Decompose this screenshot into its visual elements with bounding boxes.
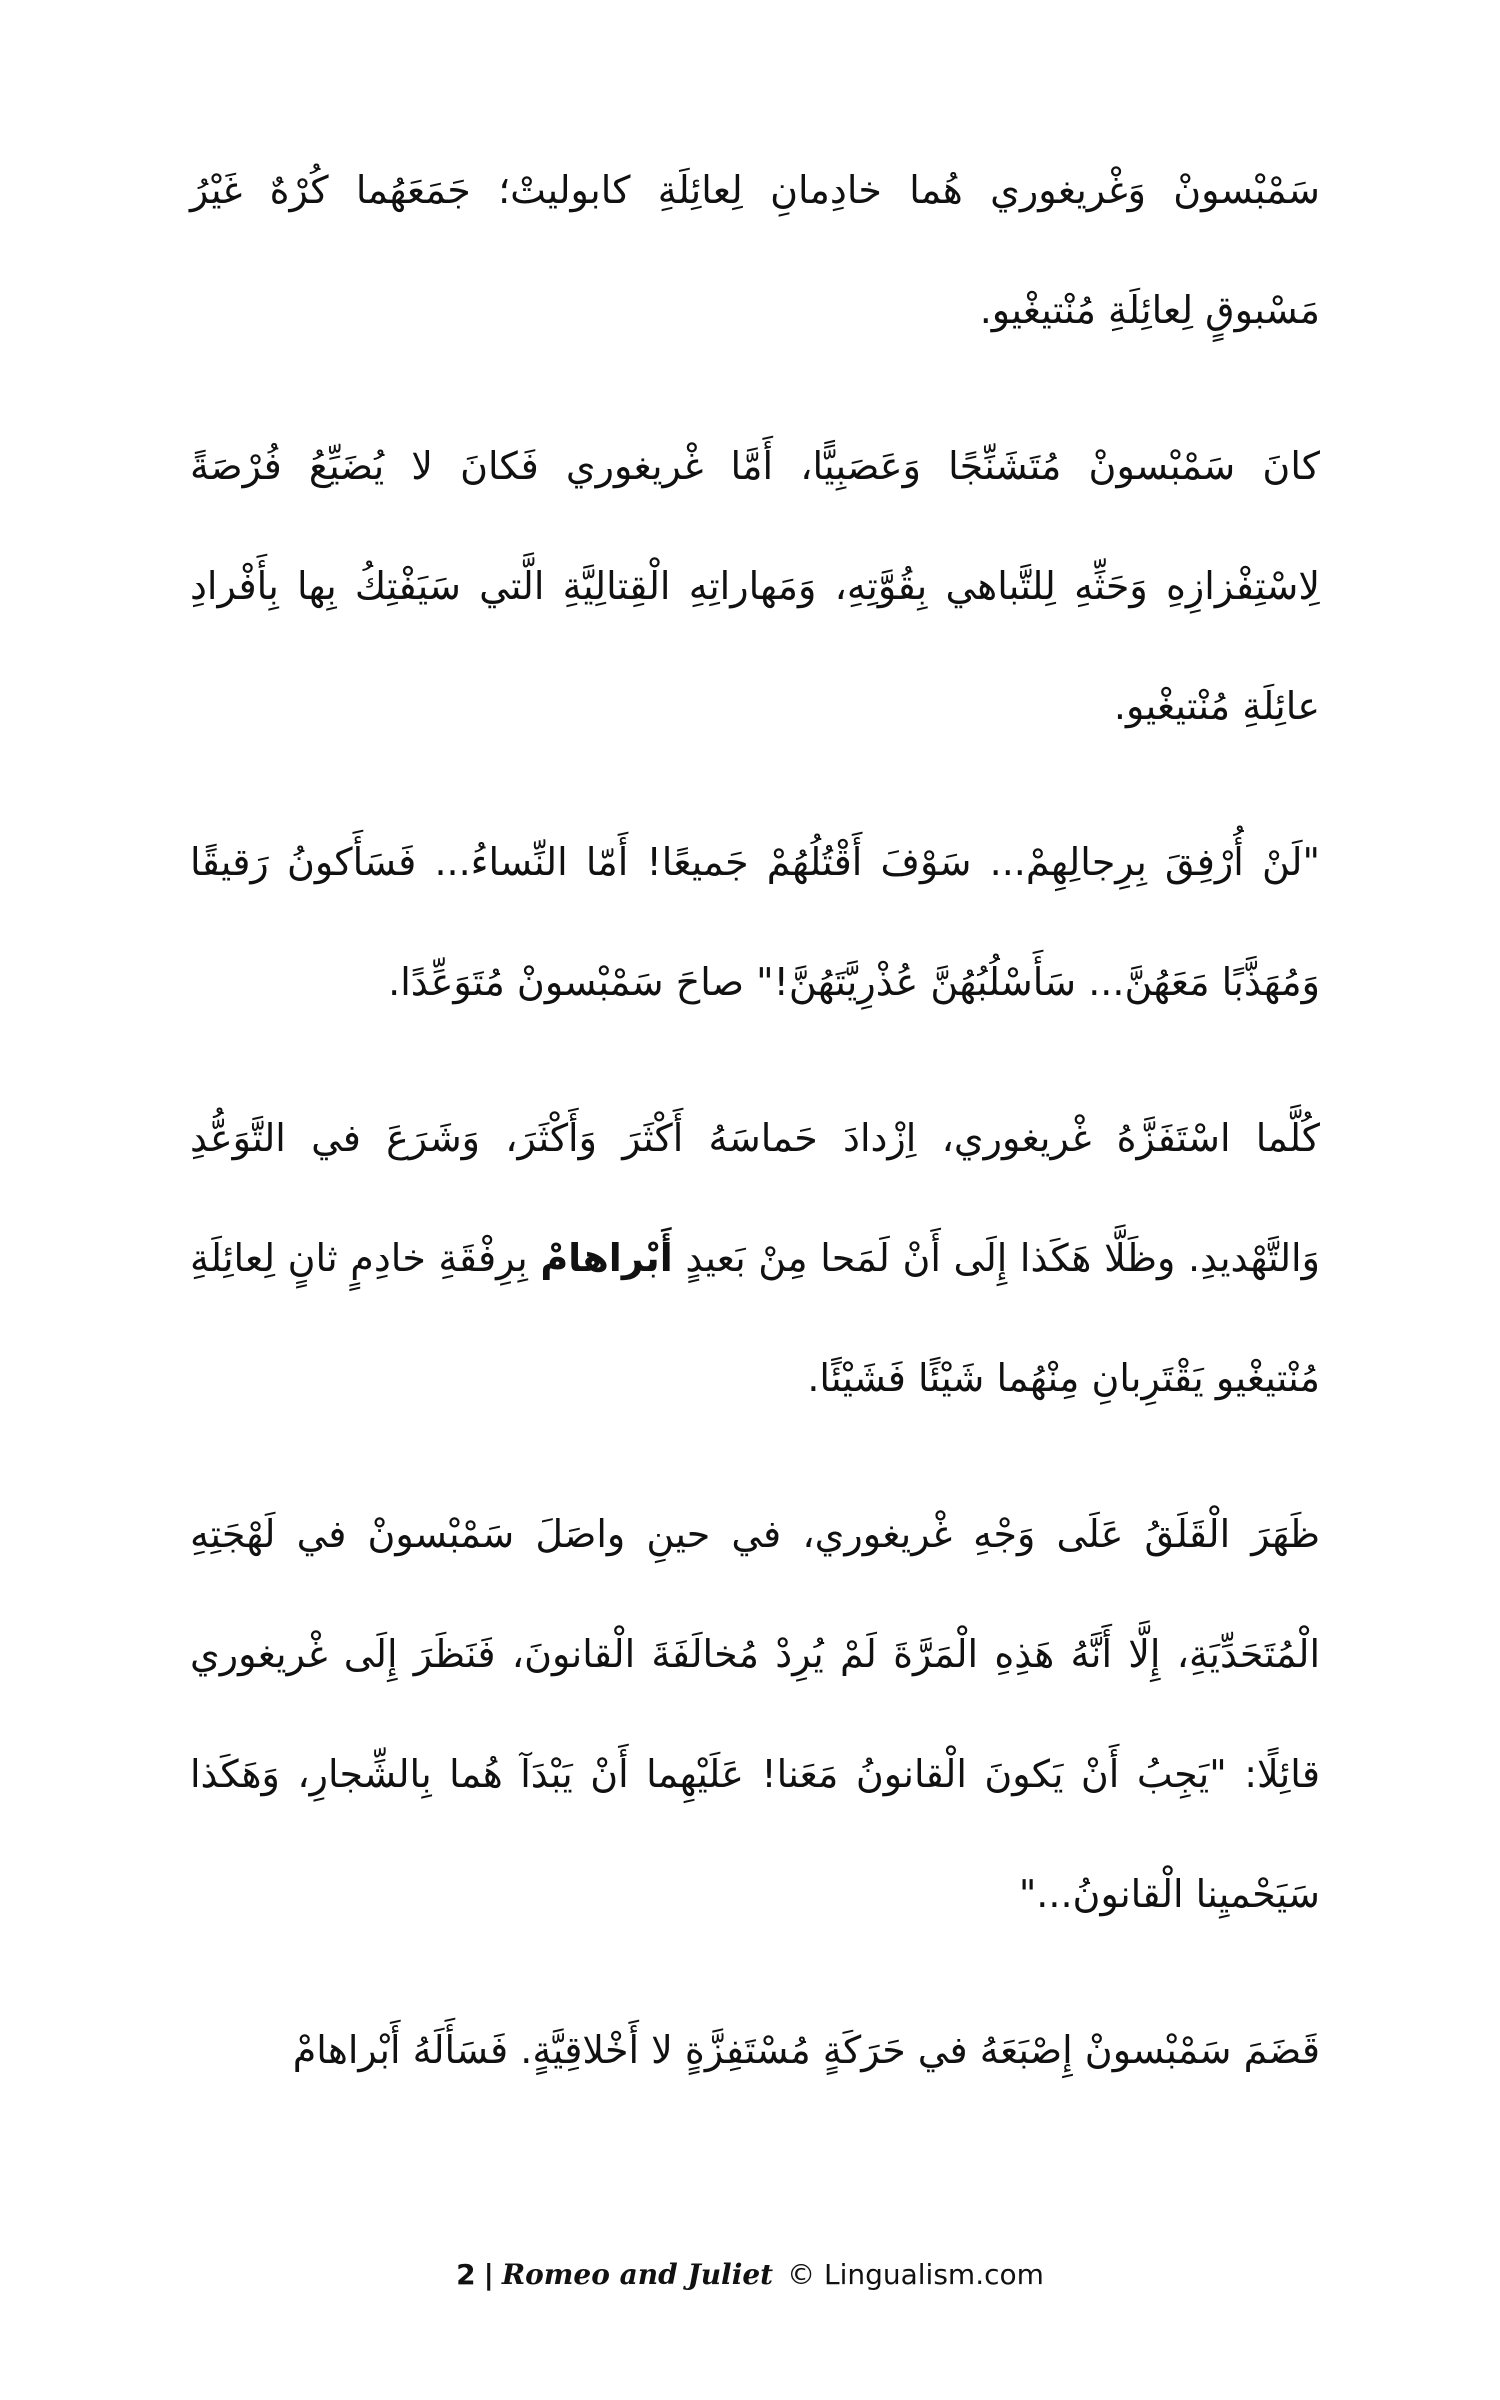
- body-text: [190, 130, 1320, 2146]
- paragraph-1: سَمْبْسونْ وَغْريغوري هُما خادِمانِ لِعائِلَةِ كابوليتْ؛ جَمَعَهُما كُرْهٌ غَيْرُ مَسْبوقٍ لِعائِلَةِ مُنْتيغْيو.: [190, 168, 1320, 332]
- page-number: 2: [456, 2258, 476, 2291]
- character-name-abraham: أَبْراهامْ: [540, 1236, 673, 1280]
- page-footer: [0, 2258, 1500, 2291]
- paragraph-5: ظَهَرَ الْقَلَقُ عَلَى وَجْهِ غْريغوري، في حينِ واصَلَ سَمْبْسونْ في لَهْجَتِهِ الْمُتَحَدِّيَةِ، إِلَّا أَنَّهُ هَذِهِ الْمَرَّةَ لَمْ يُرِدْ مُخالَفَةَ الْقانونَ، فَنَظَرَ إِلَى غْريغوري قائِلًا: "يَجِبُ أَنْ يَكونَ الْقانونُ مَعَنا! عَلَيْهِما أَنْ يَبْدَآ هُما بِالشِّجارِ، وَهَكَذا سَيَحْميِنا الْقانونُ...": [190, 1512, 1320, 1916]
- copyright-notice: © Lingualism.com: [787, 2258, 1044, 2291]
- paragraph-4: [190, 1078, 1320, 1438]
- paragraph-4-end: بِرِفْقَةِ خادِمٍ ثانٍ لِعائِلَةِ مُنْتيغْيو يَقْتَرِبانِ مِنْهُما شَيْئًا فَشَيْئًا.: [190, 1236, 1320, 1400]
- book-title: Romeo and Juliet: [501, 2258, 774, 2291]
- paragraph-4-start: كُلَّما اسْتَفَزَّهُ غْريغوري، اِزْدادَ حَماسَهُ أَكْثَرَ وَأَكْثَرَ، وَشَرَعَ في التَّوَعُّدِ وَالتَّهْديدِ. وظَلَّا هَكَذا إِلَى أَنْ لَمَحا مِنْ بَعيدٍ: [190, 1116, 1320, 1280]
- paragraph-2: كانَ سَمْبْسونْ مُتَشَنِّجًا وَعَصَبِيًّا، أَمَّا غْريغوري فَكانَ لا يُضَيِّعُ فُرْصَةً لِاسْتِفْزازِهِ وَحَثِّهِ لِلتَّباهي بِقُوَّتِهِ، وَمَهاراتِهِ الْقِتالِيَّةِ الَّتي سَيَفْتِكُ بِها بِأَفْرادِ عائِلَةِ مُنْتيغْيو.: [190, 444, 1320, 728]
- paragraph-3: "لَنْ أُرْفِقَ بِرِجالِهِمْ... سَوْفَ أَقْتُلُهُمْ جَميعًا! أَمّا النِّساءُ... فَسَأَكونُ رَقيقًا وَمُهَذَّبًا مَعَهُنَّ... سَأَسْلُبُهُنَّ عُذْرِيَّتَهُنَّ!" صاحَ سَمْبْسونْ مُتَوَعِّدًا.: [190, 840, 1320, 1004]
- paragraph-6: قَضَمَ سَمْبْسونْ إِصْبَعَهُ في حَرَكَةٍ مُسْتَفِزَّةٍ لا أَخْلاقِيَّةٍ. فَسَأَلَهُ أَبْراهامْ: [292, 2028, 1320, 2072]
- footer-separator: |: [483, 2258, 494, 2291]
